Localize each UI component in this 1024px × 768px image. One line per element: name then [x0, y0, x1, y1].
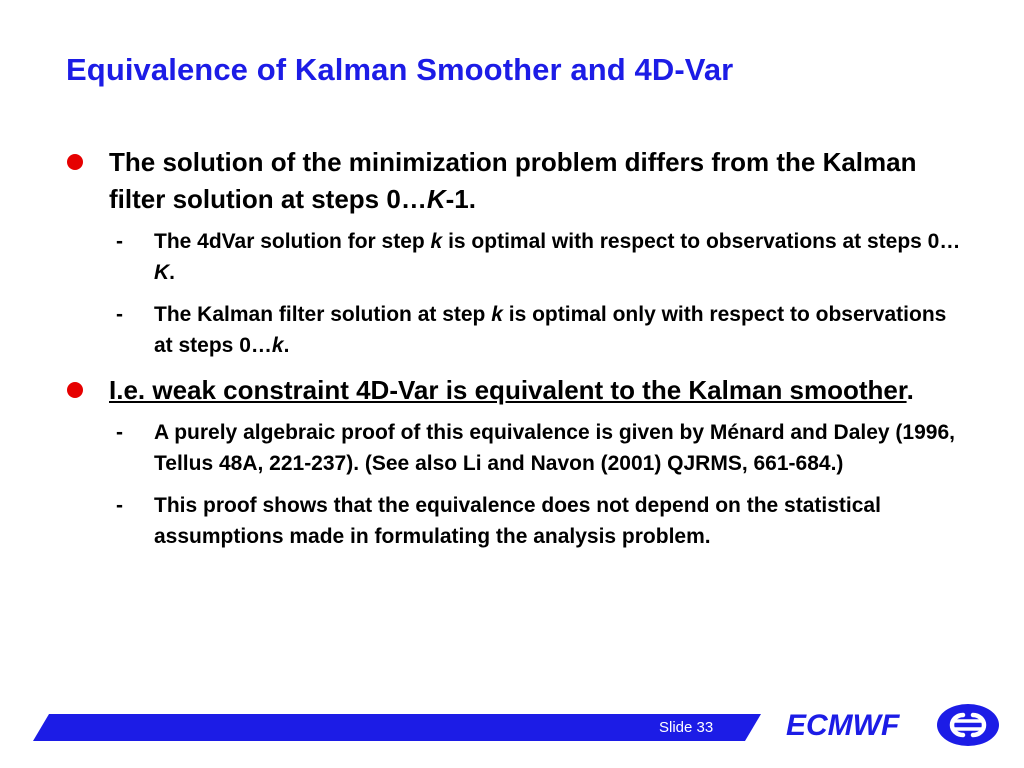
sub-bullet-2-1	[64, 417, 964, 479]
bullet-dot-icon	[67, 154, 83, 170]
sub-bullet-1-2-text-a: The Kalman filter solution at step	[154, 303, 492, 326]
dash-icon: -	[116, 421, 123, 444]
sub-bullet-1-1-text-a: The 4dVar solution for step	[154, 230, 431, 253]
sub-bullet-1-2-text-c: .	[283, 334, 290, 357]
bullet-dot-icon	[67, 382, 83, 398]
bullet-1-text-b: -1.	[445, 184, 476, 214]
sub-bullet-1-1	[64, 226, 964, 288]
dash-icon: -	[116, 303, 123, 326]
sub-bullet-1-1-text-b: is optimal with respect to observations at steps 0…	[442, 230, 961, 253]
bullet-2-underlined-text: I.e. weak constraint 4D-Var is equivalent to the Kalman smoother	[109, 375, 907, 405]
sub-bullet-2-1-text: A purely algebraic proof of this equivalence is given by Ménard and Daley (1996, Tellus 48A, 221-237). (See also Li and Navon (2001) QJRMS, 661-684.)	[154, 421, 955, 475]
slide-title: Equivalence of Kalman Smoother and 4D-Var	[66, 52, 734, 87]
sub-bullet-1-2	[64, 299, 964, 361]
sub-bullet-2-2	[64, 490, 964, 552]
bullet-1-text-a: The solution of the minimization problem differs from the Kalman filter solution at steps 0…	[109, 147, 917, 214]
sub-bullet-2-2-text: This proof shows that the equivalence does not depend on the statistical assumptions made in formulating the analysis problem.	[154, 494, 881, 548]
slide-body	[64, 144, 964, 563]
footer-bar	[33, 714, 761, 741]
sub-bullet-1-1-italic: k	[430, 230, 443, 253]
slide-number: Slide 33	[659, 719, 714, 736]
sub-bullet-1-1-text-c: .	[169, 261, 176, 284]
sub-bullet-1-2-italic-2: k	[271, 334, 284, 357]
sub-bullet-1-2-italic: k	[491, 303, 503, 326]
bullet-1	[64, 144, 964, 218]
bullet-1-text-italic: K	[426, 184, 446, 214]
bullet-2	[64, 372, 964, 409]
dash-icon: -	[116, 494, 123, 517]
sub-bullet-1-2-text-b: is optimal only with respect to observations at steps 0…	[154, 303, 947, 357]
bullet-2-text-b: .	[906, 375, 914, 405]
brand-name: ECMWF	[786, 709, 900, 742]
ecmwf-logo-icon	[936, 703, 1000, 747]
sub-bullet-1-1-italic-2: K	[154, 261, 170, 284]
dash-icon: -	[116, 230, 123, 253]
